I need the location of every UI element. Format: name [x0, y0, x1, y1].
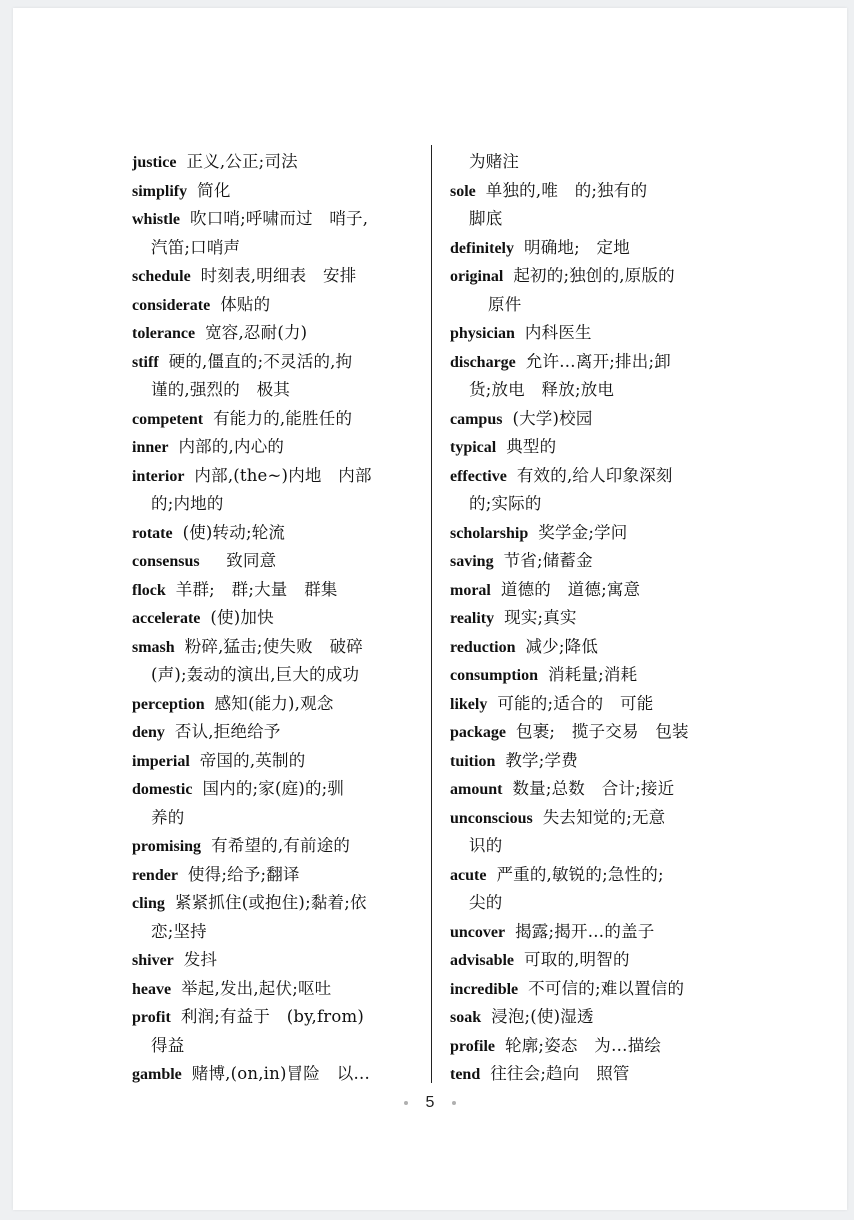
vocab-entry	[450, 918, 744, 947]
definition: 揭露;揭开…的盖子	[515, 921, 655, 941]
definition: 包裹; 揽子交易 包装	[516, 722, 689, 741]
headword: acute	[450, 866, 487, 884]
definition-continuation: 尖的	[469, 893, 503, 912]
vocab-entry	[450, 1003, 744, 1032]
definition: 体贴的	[220, 294, 271, 314]
definition: 可能的;适合的 可能	[497, 693, 654, 713]
vocab-entry	[450, 975, 744, 1004]
vocab-entry	[132, 547, 422, 576]
vocab-entry	[132, 348, 422, 377]
headword: consensus	[132, 553, 200, 570]
headword: typical	[450, 439, 497, 456]
definition-continuation: 养的	[151, 807, 185, 827]
headword: whistle	[132, 211, 180, 228]
definition: 致同意	[209, 551, 277, 570]
definition-continuation: 汽笛;口哨声	[151, 237, 241, 257]
vocab-entry	[450, 177, 744, 206]
vocab-entry	[450, 633, 744, 662]
definition: 时刻表,明细表 安排	[200, 266, 357, 285]
definition: 硬的,僵直的;不灵活的,拘	[168, 351, 353, 371]
vocab-entry	[132, 462, 422, 491]
definition: 典型的	[506, 437, 557, 456]
vocab-entry	[132, 148, 422, 177]
headword: profit	[132, 1009, 171, 1026]
definition-continuation: 脚底	[469, 209, 503, 228]
footer-dot-left	[404, 1101, 408, 1105]
definition-continuation: 识的	[469, 836, 503, 855]
vocab-entry	[132, 861, 422, 890]
vocab-entry	[132, 633, 422, 662]
definition: 简化	[197, 180, 231, 200]
headword: simplify	[132, 182, 188, 200]
definition-continuation: 的;内地的	[151, 494, 224, 513]
vocab-entry	[132, 405, 422, 434]
vocab-entry	[450, 462, 744, 491]
definition: 允许…离开;排出;卸	[525, 351, 671, 371]
headword: likely	[450, 695, 488, 713]
definition: 利润;有益于 (by,from)	[180, 1007, 364, 1026]
headword: interior	[132, 467, 185, 485]
definition: 正义,公正;司法	[186, 152, 298, 171]
headword: justice	[132, 154, 177, 171]
headword: amount	[450, 781, 503, 798]
definition: 内科医生	[524, 323, 592, 342]
headword: definitely	[450, 239, 514, 257]
headword: cling	[132, 895, 165, 912]
definition: 国内的;家(庭)的;驯	[202, 779, 345, 798]
vocab-entry	[132, 519, 422, 548]
vocab-entry	[450, 576, 744, 605]
definition: 发抖	[183, 950, 218, 969]
definition: 感知(能力),观念	[214, 693, 334, 713]
headword: campus	[450, 410, 503, 428]
page-footer	[13, 1094, 847, 1112]
definition: 失去知觉的;无意	[542, 807, 666, 827]
headword: original	[450, 268, 504, 285]
definition: 消耗量;消耗	[548, 665, 638, 684]
headword: unconscious	[450, 809, 533, 827]
definition: 吹口哨;呼啸而过 哨子,	[190, 209, 369, 228]
definition: 举起,发出,起伏;呕吐	[181, 978, 332, 998]
right-column	[450, 148, 744, 1089]
headword: accelerate	[132, 610, 201, 627]
headword: saving	[450, 553, 494, 570]
headword: profile	[450, 1037, 496, 1055]
vocab-entry	[450, 405, 744, 434]
definition: 明确地; 定地	[524, 237, 630, 257]
headword: perception	[132, 695, 205, 713]
vocab-entry	[132, 1060, 422, 1089]
vocab-entry	[450, 319, 744, 348]
definition: 有效的,给人印象深刻	[516, 465, 673, 485]
vocab-entry	[132, 291, 422, 320]
headword: uncover	[450, 923, 506, 941]
headword: render	[132, 866, 178, 884]
definition-continuation: 原件	[488, 294, 522, 314]
headword: reduction	[450, 638, 516, 656]
headword: tuition	[450, 752, 496, 770]
headword: considerate	[132, 296, 211, 314]
left-column	[132, 148, 422, 1089]
headword: domestic	[132, 781, 193, 798]
definition: (使)加快	[210, 608, 274, 627]
vocab-entry	[450, 661, 744, 690]
definition: 羊群; 群;大量 群集	[175, 579, 338, 599]
vocab-entry	[450, 1060, 744, 1089]
headword: soak	[450, 1009, 482, 1026]
definition: 严重的,敏锐的;急性的;	[496, 864, 664, 884]
definition: 减少;降低	[525, 636, 599, 656]
vocab-entry	[132, 889, 422, 918]
definition: 节省;储蓄金	[503, 551, 593, 570]
column-divider	[431, 145, 432, 1083]
vocab-entry	[450, 861, 744, 890]
vocab-entry	[450, 804, 744, 833]
headword: shiver	[132, 952, 174, 969]
vocab-entry	[450, 747, 744, 776]
headword: inner	[132, 439, 169, 456]
headword: consumption	[450, 667, 539, 684]
definition: 轮廓;姿态 为…描绘	[505, 1035, 662, 1055]
headword: promising	[132, 838, 202, 855]
vocab-entry	[132, 433, 422, 462]
headword: deny	[132, 724, 165, 741]
headword: advisable	[450, 952, 515, 969]
vocab-entry	[132, 262, 422, 291]
definition-continuation: 为赌注	[469, 152, 520, 171]
vocab-entry	[450, 547, 744, 576]
vocab-entry	[450, 234, 744, 263]
definition: 内部的,内心的	[178, 437, 285, 456]
vocab-entry	[132, 718, 422, 747]
definition: 紧紧抓住(或抱住);黏着;依	[174, 893, 367, 912]
definition: 起初的;独创的,原版的	[513, 266, 675, 285]
headword: physician	[450, 325, 515, 342]
vocab-entry	[450, 946, 744, 975]
definition-continuation: 恋;坚持	[151, 921, 207, 941]
definition: 教学;学费	[505, 750, 578, 770]
headword: competent	[132, 410, 204, 428]
definition: 往往会;趋向 照管	[490, 1064, 630, 1083]
definition: 帝国的,英制的	[199, 750, 306, 770]
headword: gamble	[132, 1066, 182, 1083]
headword: schedule	[132, 268, 191, 285]
headword: imperial	[132, 752, 190, 770]
headword: reality	[450, 610, 495, 627]
vocab-entry	[450, 348, 744, 377]
headword: incredible	[450, 980, 519, 998]
document-page	[13, 8, 847, 1210]
vocab-entry	[450, 690, 744, 719]
definition-continuation: 得益	[151, 1035, 185, 1055]
definition: 不可信的;难以置信的	[528, 978, 685, 998]
definition: 否认,拒绝给予	[174, 722, 281, 741]
vocab-entry	[450, 604, 744, 633]
definition: 有能力的,能胜任的	[213, 408, 353, 428]
vocab-entry	[450, 519, 744, 548]
headword: tend	[450, 1066, 481, 1083]
vocab-entry	[132, 205, 422, 234]
headword: flock	[132, 581, 166, 599]
definition: 道德的 道德;寓意	[500, 579, 641, 599]
definition: 宽容,忍耐(力)	[205, 323, 308, 342]
headword: smash	[132, 638, 175, 656]
headword: scholarship	[450, 524, 529, 542]
definition: (大学)校园	[512, 408, 593, 428]
definition: 可取的,明智的	[524, 950, 630, 969]
vocab-entry	[132, 177, 422, 206]
definition: 奖学金;学问	[538, 522, 628, 542]
page-number: 5	[425, 1094, 435, 1111]
definition: 使得;给予;翻译	[187, 864, 300, 884]
vocab-entry	[132, 604, 422, 633]
definition-continuation: 的;实际的	[469, 494, 542, 513]
definition: (使)转动;轮流	[182, 522, 286, 542]
vocab-entry	[450, 262, 744, 291]
vocab-entry	[450, 775, 744, 804]
definition: 现实;真实	[504, 608, 577, 627]
vocab-entry	[132, 747, 422, 776]
headword: effective	[450, 467, 507, 485]
definition: 浸泡;(使)湿透	[491, 1007, 594, 1026]
headword: stiff	[132, 353, 159, 371]
definition: 单独的,唯 的;独有的	[485, 180, 648, 200]
headword: tolerance	[132, 325, 196, 342]
headword: rotate	[132, 524, 173, 542]
definition: 赌博,(on,in)冒险 以…	[191, 1064, 371, 1083]
definition: 内部,(the~)内地 内部	[194, 465, 372, 485]
headword: moral	[450, 581, 491, 599]
definition-continuation: 货;放电 释放;放电	[469, 380, 615, 399]
headword: package	[450, 724, 506, 741]
vocab-entry	[132, 1003, 422, 1032]
vocab-entry	[132, 975, 422, 1004]
definition: 数量;总数 合计;接近	[512, 779, 675, 798]
vocab-entry	[132, 319, 422, 348]
headword: discharge	[450, 353, 516, 371]
vocab-entry	[132, 690, 422, 719]
definition: 有希望的,有前途的	[211, 836, 351, 855]
vocab-entry	[450, 718, 744, 747]
vocab-entry	[132, 775, 422, 804]
vocab-entry	[132, 832, 422, 861]
definition: 粉碎,猛击;使失败 破碎	[184, 636, 363, 656]
vocab-entry	[450, 433, 744, 462]
vocab-entry	[132, 946, 422, 975]
vocab-entry	[450, 1032, 744, 1061]
headword: sole	[450, 182, 476, 200]
footer-dot-right	[452, 1101, 456, 1105]
definition-continuation: 谨的,强烈的 极其	[151, 380, 291, 399]
definition-continuation: (声);轰动的演出,巨大的成功	[151, 665, 360, 684]
headword: heave	[132, 980, 172, 998]
vocab-entry	[132, 576, 422, 605]
